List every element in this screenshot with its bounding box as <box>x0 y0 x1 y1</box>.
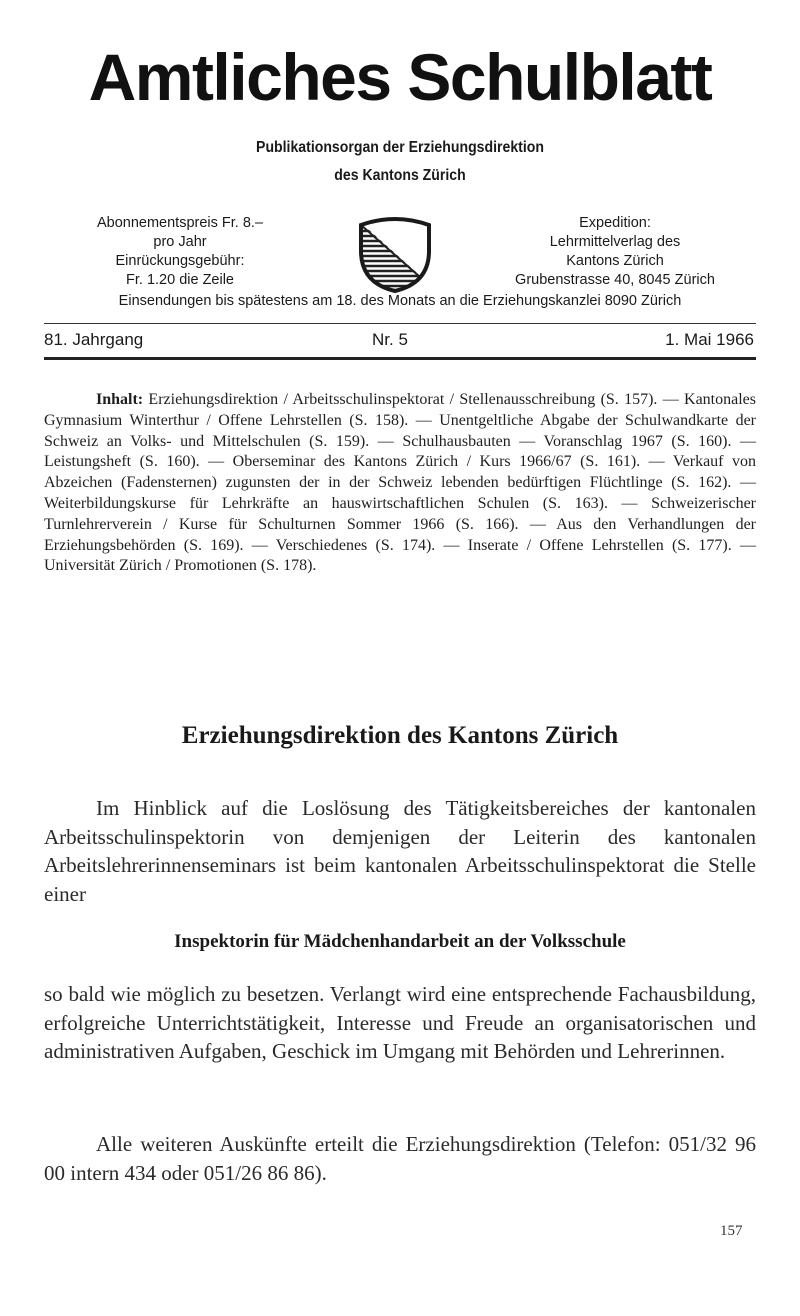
expedition-line: Expedition: <box>579 215 651 231</box>
page-number: 157 <box>720 1223 743 1239</box>
section-title: Erziehungsdirektion des Kantons Zürich <box>181 722 619 749</box>
article-paragraph-2: so bald wie möglich zu besetzen. Verlangt wird eine entsprechende Fachausbildung, erfolgreiche Unterrichtstätigkeit, Interesse und Freude an organisatorischen und administrativen Aufgaben, Geschick im Umgang mit Behörden und Lehrerinnen. <box>44 982 756 1063</box>
expedition-info <box>470 214 760 290</box>
submission-deadline: Einsendungen bis spätestens am 18. des Monats an die Erziehungskanzlei 8090 Zürich <box>118 293 682 309</box>
subscription-line: pro Jahr <box>153 234 207 250</box>
position-title: Inspektorin für Mädchenhandarbeit an der Volksschule <box>174 931 626 952</box>
issue-number: Nr. 5 <box>372 330 408 349</box>
issue-volume: 81. Jahrgang <box>44 330 144 349</box>
masthead-subtitle-1: Publikationsorgan der Erziehungsdirektion <box>256 139 544 156</box>
expedition-line: Grubenstrasse 40, 8045 Zürich <box>515 272 715 288</box>
subscription-info <box>70 214 290 290</box>
table-of-contents <box>44 390 756 577</box>
article-paragraph-1: Im Hinblick auf die Loslösung des Tätigkeitsbereiches der kantonalen Arbeitsschulinspektorin von demjenigen der Leiterin des kantonalen Arbeitslehrerinnenseminars ist beim kantonalen Arbeitsschulinspektorat die Stelle einer <box>44 796 756 906</box>
zurich-coat-of-arms-icon <box>355 215 435 295</box>
masthead-title: Amtliches Schulblatt <box>88 40 712 114</box>
expedition-line: Kantons Zürich <box>566 253 664 269</box>
contents-label: Inhalt: <box>96 391 144 408</box>
masthead-subtitle-2: des Kantons Zürich <box>334 167 466 184</box>
divider-top <box>44 323 756 324</box>
issue-bar <box>44 330 756 354</box>
issue-date: 1. Mai 1966 <box>665 330 754 349</box>
article-paragraph-3: Alle weiteren Auskünfte erteilt die Erziehungsdirektion (Telefon: 051/32 96 00 intern 434 oder 051/26 86 86). <box>44 1132 756 1185</box>
contents-text: Erziehungsdirektion / Arbeitsschulinspektorat / Stellenausschreibung (S. 157). — Kantonales Gymnasium Winterthur / Offene Lehrstellen (S. 158). — Unentgeltliche Abgabe der Schulwandkarte der Schweiz an Volks- und Mittelschulen (S. 159). — Schulhausbauten — Voranschlag 1967 (S. 160). — Leistungsheft (S. 160). — Oberseminar des Kantons Zürich / Kurs 1966/67 (S. 161). — Verkauf von Abzeichen (Fadensternen) zugunsten der in der Schweiz lebenden bedürftigen Flüchtlinge (S. 162). — Weiterbildungskurse für Lehrkräfte an hauswirtschaftlichen Schulen (S. 163). — Schweizerischer Turnlehrerverein / Kurse für Schulturnen Sommer 1966 (S. 166). — Aus den Verhandlungen der Erziehungsbehörden (S. 169). — Verschiedenes (S. 174). — Inserate / Offene Lehrstellen (S. 177). — Universität Zürich / Promotionen (S. 178). <box>44 391 757 575</box>
divider-bottom <box>44 357 756 360</box>
subscription-line: Fr. 1.20 die Zeile <box>126 272 234 288</box>
expedition-line: Lehrmittelverlag des <box>549 234 681 250</box>
subscription-line: Einrückungsgebühr: <box>115 253 245 269</box>
subscription-line: Abonnementspreis Fr. 8.– <box>96 215 264 231</box>
